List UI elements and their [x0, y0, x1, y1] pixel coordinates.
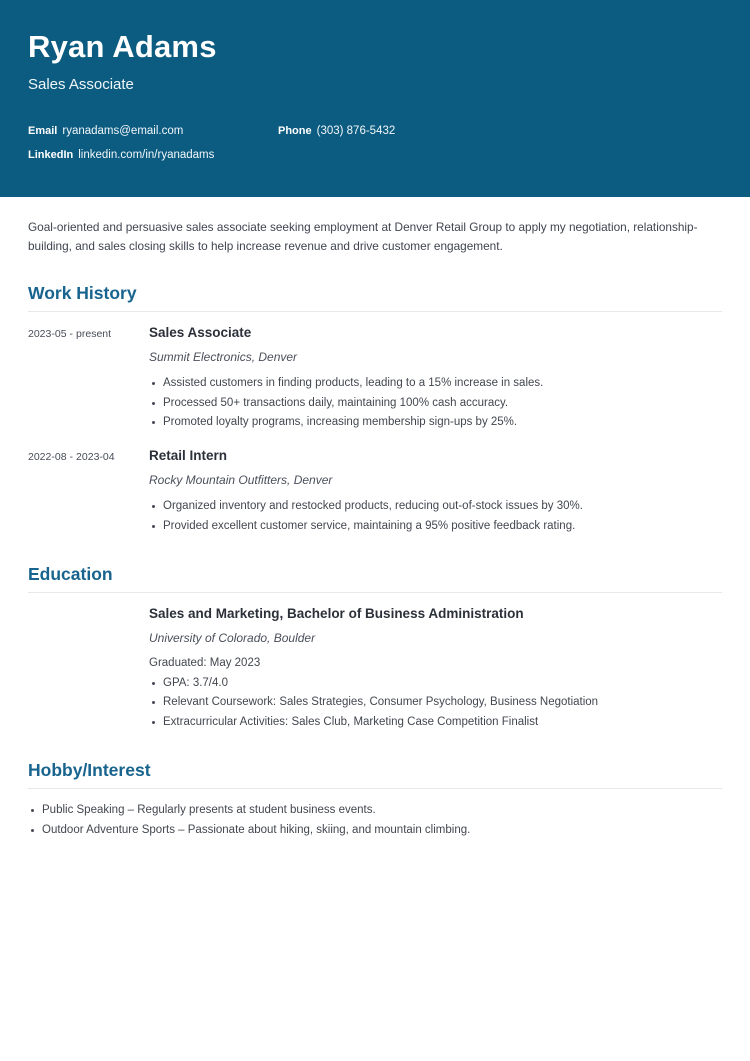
education-degree: Sales and Marketing, Bachelor of Business Administration — [149, 605, 524, 621]
contact-row-2 — [28, 148, 722, 172]
list-item: GPA: 3.7/4.0 — [149, 675, 722, 693]
work-entry — [28, 448, 722, 537]
resume-body — [0, 218, 750, 840]
work-entry-date-end: present — [76, 327, 112, 340]
work-entry-org: Summit Electronics, Denver — [149, 350, 298, 365]
section-work-history — [28, 283, 722, 538]
work-entry-role: Retail Intern — [149, 448, 228, 464]
work-entry-dates — [28, 448, 149, 465]
date-separator: - — [69, 451, 74, 464]
contact-email[interactable] — [28, 124, 183, 138]
contact-phone-label: Phone — [278, 125, 312, 138]
professional-summary: Goal-oriented and persuasive sales associate seeking employment at Denver Retail Group to apply my negotiation, relationship-building, and sales closing skills to help increase revenue and drive customer engagement. — [28, 220, 698, 254]
candidate-name: Ryan Adams — [28, 29, 217, 64]
date-separator: - — [69, 327, 74, 340]
contact-linkedin-label: LinkedIn — [28, 149, 74, 162]
contact-block — [28, 124, 722, 172]
work-entry-main — [149, 325, 722, 434]
contact-linkedin-value: linkedin.com/in/ryanadams — [78, 149, 215, 162]
work-entry-date-start: 2023-05 — [28, 327, 67, 340]
list-item: Assisted customers in finding products, leading to a 15% increase in sales. — [149, 375, 722, 393]
work-history-title: Work History — [28, 282, 137, 303]
work-entry — [28, 325, 722, 434]
candidate-job-title: Sales Associate — [28, 76, 134, 94]
list-item: Public Speaking – Regularly presents at student business events. — [28, 802, 722, 820]
education-school: University of Colorado, Boulder — [149, 630, 316, 645]
education-graduated: Graduated: May 2023 — [149, 657, 261, 670]
list-item: Relevant Coursework: Sales Strategies, Consumer Psychology, Business Negotiation — [149, 694, 722, 712]
education-entry-main — [149, 606, 722, 734]
hobby-interest-title: Hobby/Interest — [28, 760, 151, 780]
hobby-interest-bullets — [28, 802, 722, 840]
contact-phone[interactable] — [278, 124, 395, 138]
work-entry-date-start: 2022-08 — [28, 451, 67, 464]
resume-header — [0, 0, 750, 197]
contact-linkedin[interactable] — [28, 148, 214, 162]
work-entry-org: Rocky Mountain Outfitters, Denver — [149, 473, 333, 488]
contact-email-label: Email — [28, 125, 58, 138]
list-item: Promoted loyalty programs, increasing membership sign-ups by 25%. — [149, 414, 722, 432]
contact-phone-value: (303) 876-5432 — [316, 125, 396, 138]
list-item: Organized inventory and restocked products, reducing out-of-stock issues by 30%. — [149, 498, 722, 516]
work-entry-dates — [28, 325, 149, 342]
contact-row-1 — [28, 124, 722, 148]
work-entry-role: Sales Associate — [149, 324, 252, 340]
work-entry-date-end: 2023-04 — [76, 451, 115, 464]
list-item: Provided excellent customer service, maintaining a 95% positive feedback rating. — [149, 518, 722, 536]
education-rule — [28, 592, 722, 593]
contact-email-value: ryanadams@email.com — [62, 125, 184, 138]
list-item: Processed 50+ transactions daily, maintaining 100% cash accuracy. — [149, 395, 722, 413]
work-history-rule — [28, 311, 722, 312]
education-entry — [28, 606, 722, 734]
work-entry-bullets — [149, 498, 722, 536]
section-education — [28, 564, 722, 734]
education-entry-dates — [28, 606, 149, 608]
list-item: Outdoor Adventure Sports – Passionate about hiking, skiing, and mountain climbing. — [28, 822, 722, 840]
work-entry-bullets — [149, 375, 722, 432]
section-hobby-interest — [28, 760, 722, 840]
education-bullets — [149, 675, 722, 732]
list-item: Extracurricular Activities: Sales Club, Marketing Case Competition Finalist — [149, 714, 722, 732]
hobby-interest-rule — [28, 788, 722, 789]
work-entry-main — [149, 448, 722, 537]
education-title: Education — [28, 563, 113, 584]
